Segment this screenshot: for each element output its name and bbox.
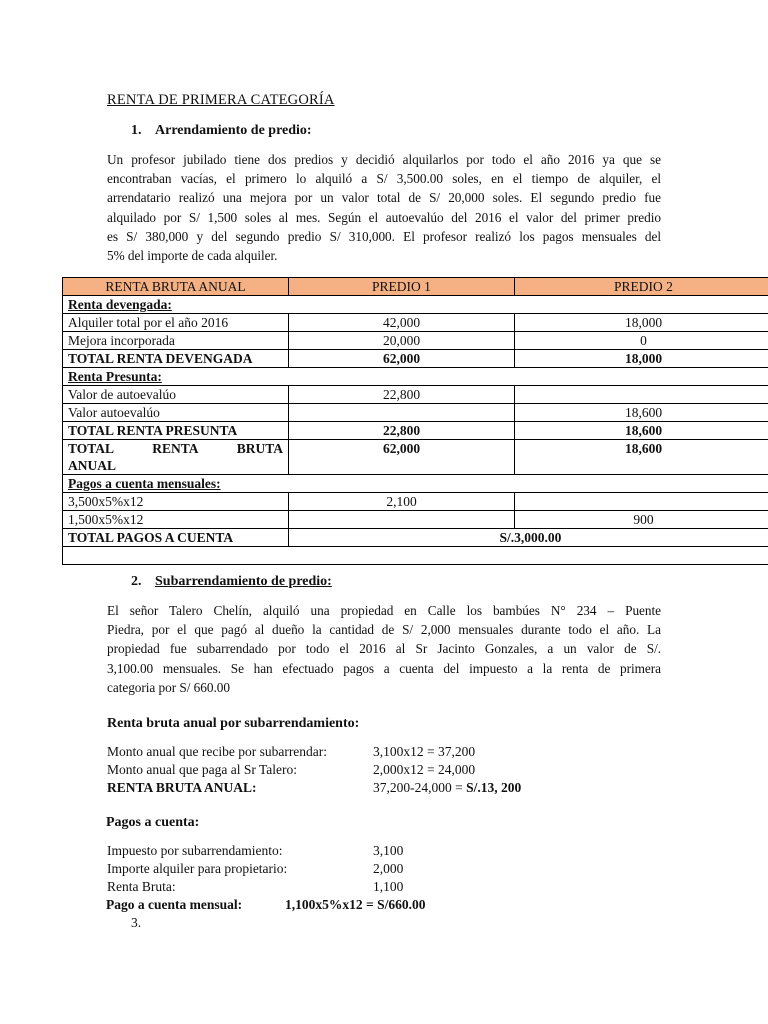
cell-predio-1 [289,404,515,422]
row-label: Alquiler total por el año 2016 [63,314,289,332]
table-row [63,529,768,547]
section-2-number: 2. [131,574,142,589]
section-1-number: 1. [131,123,142,138]
header-renta-bruta-anual: RENTA BRUTA ANUAL [63,278,289,296]
pago-label: Renta Bruta: [107,879,176,894]
row-label: TOTAL RENTA DEVENGADA [63,350,289,368]
row-label: Mejora incorporada [63,332,289,350]
row-label: 1,500x5%x12 [63,511,289,529]
pago-value: 1,100 [373,879,404,894]
pago-value: 3,100 [373,843,404,858]
paragraph-line: propiedad fue subarrendado por todo el 2016 al Sr Jacinto Gonzales, a un valor de S/. [107,641,661,657]
table-row [63,511,768,529]
pago-mensual-label: Pago a cuenta mensual: [106,897,243,912]
row-label: TOTAL RENTA PRESUNTA [63,422,289,440]
paragraph-line: es S/ 380,000 y del segundo predio S/ 310,000. El profesor realizó los pagos mensuales del [107,228,661,244]
paragraph-line: arrendatario realizó una mejora por un valor total de S/ 20,000 soles. El segundo predio fue [107,190,661,206]
pago-value: 2,000 [373,861,404,876]
paragraph-line: El señor Talero Chelín, alquiló una propiedad en Calle los bambúes N° 234 – Puente [107,603,661,618]
cell-predio-2: 900 [515,511,768,529]
cell-predio-2 [515,386,768,404]
renta-bruta-subarrendamiento-heading: Renta bruta anual por subarrendamiento: [107,716,360,731]
table-row [63,493,768,511]
cell-predio-1 [289,511,515,529]
section-2-paragraph [107,601,661,697]
table-row [63,332,768,350]
calc-label: Monto anual que paga al Sr Talero: [107,762,298,777]
cell-predio-2: 18,600 [515,422,768,440]
row-label-total-renta-bruta [63,440,289,475]
table-row [63,350,768,368]
cell-predio-2: 0 [515,332,768,350]
calc-value: 3,100x12 = 37,200 [373,744,476,759]
table-row [63,368,768,386]
cell-predio-1: 20,000 [289,332,515,350]
row-label: 3,500x5%x12 [63,493,289,511]
header-predio-2: PREDIO 2 [515,278,768,296]
row-label-line: TOTAL RENTA BRUTA [68,441,283,456]
section-1-heading [131,123,312,139]
cell-predio-2: 18,000 [515,314,768,332]
empty-cell [63,547,768,565]
section-2-heading [131,574,332,590]
calc-row [107,761,297,779]
cell-predio-1: 62,000 [289,440,515,475]
calc-value: 2,000x12 = 24,000 [373,762,476,777]
cell-predio-1: 2,100 [289,493,515,511]
paragraph-line: 3,100.00 mensuales. Se han efectuado pagos a cuenta del impuesto a la renta de primera [107,660,661,676]
table-row [63,440,768,475]
pagos-cuenta-heading: Pagos a cuenta: [106,815,200,830]
paragraph-line: encontraban vacías, el primero lo alquiló a S/ 3,500.00 soles, en el tiempo de alquiler, el [107,171,661,187]
table-row [63,404,768,422]
cell-predio-2: 18,000 [515,350,768,368]
renta-presunta-label: Renta Presunta: [63,368,768,386]
cell-total-pagos: S/.3,000.00 [289,529,768,547]
cell-predio-1: 22,800 [289,386,515,404]
table-row-empty [63,547,768,565]
paragraph-line: 5% del importe de cada alquiler. [107,248,278,264]
header-predio-1: PREDIO 1 [289,278,515,296]
paragraph-line: Un profesor jubilado tiene dos predios y decidió alquilarlos por todo el año 2016 ya que se [107,152,661,167]
renta-devengada-label: Renta devengada: [63,296,768,314]
pagos-cuenta-label: Pagos a cuenta mensuales: [63,475,768,493]
row-label-line: ANUAL [68,458,117,473]
table-row [63,314,768,332]
table-header-row [63,278,768,296]
table-row [63,475,768,493]
renta-bruta-anual-label: RENTA BRUTA ANUAL: [107,780,257,795]
row-label: TOTAL PAGOS A CUENTA [63,529,289,547]
cell-predio-1: 42,000 [289,314,515,332]
table-row [63,386,768,404]
table-row [63,422,768,440]
section-1-paragraph [107,150,661,265]
pago-mensual-value: 1,100x5%x12 = S/660.00 [285,897,426,912]
renta-bruta-table [62,277,768,565]
renta-bruta-result: S/.13, 200 [466,780,522,795]
section-1-heading-text: Arrendamiento de predio: [155,123,312,138]
document-title: RENTA DE PRIMERA CATEGORÍA [107,92,335,108]
paragraph-line: alquilado por S/ 1,500 soles al mes. Según el autoevalúo del 2016 el valor del primer predio [107,209,661,225]
table-row [63,296,768,314]
cell-predio-1: 62,000 [289,350,515,368]
cell-predio-2: 18,600 [515,440,768,475]
renta-bruta-anual-value [373,779,521,797]
cell-predio-1: 22,800 [289,422,515,440]
calc-row [107,743,327,761]
row-label: Valor autoevalúo [63,404,289,422]
paragraph-line: categoria por S/ 660.00 [107,679,230,695]
cell-predio-2 [515,493,768,511]
paragraph-line: Piedra, por el que pagó al dueño la cantidad de S/ 2,000 mensuales durante todo el año. La [107,622,661,638]
renta-bruta-calc: 37,200-24,000 = [373,780,467,795]
pago-label: Importe alquiler para propietario: [107,861,288,876]
calc-label: Monto anual que recibe por subarrendar: [107,744,328,759]
row-label: Valor de autoevalúo [63,386,289,404]
cell-predio-2: 18,600 [515,404,768,422]
section-2-heading-text: Subarrendamiento de predio: [155,574,332,589]
section-3-number: 3. [131,915,142,930]
pago-label: Impuesto por subarrendamiento: [107,843,283,858]
